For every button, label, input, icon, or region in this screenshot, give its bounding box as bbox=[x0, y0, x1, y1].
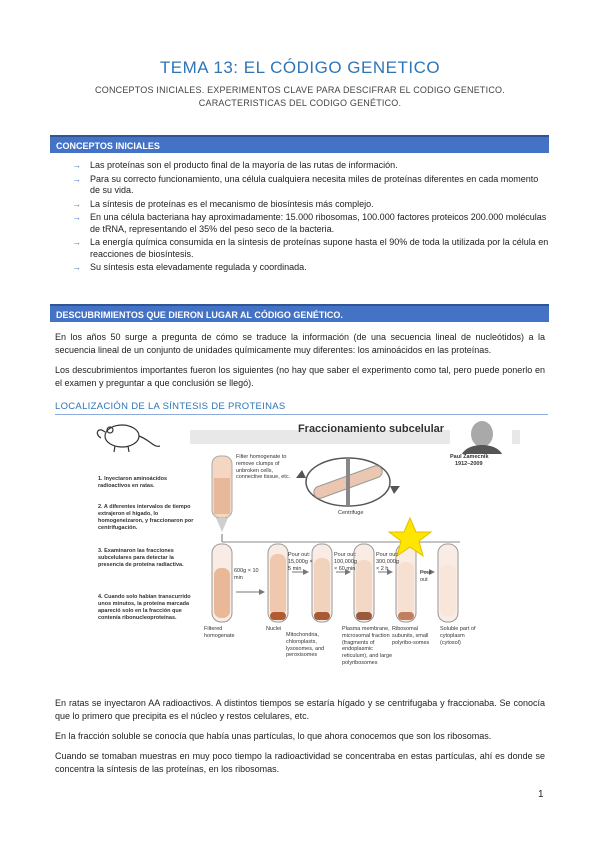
list-item: → Las proteínas son el producto final de la mayoría de las rutas de información. bbox=[72, 160, 398, 170]
divider bbox=[55, 414, 548, 415]
spin-label: Pour out: 300,000g × 2 h bbox=[376, 552, 399, 572]
arrow-icon: → bbox=[72, 173, 81, 184]
fraction-label: Ribosomal subunits, small polyribo-somes bbox=[392, 626, 430, 646]
subsection-heading: LOCALIZACIÓN DE LA SÍNTESIS DE PROTEINAS bbox=[55, 401, 286, 412]
figure-title: Fraccionamiento subcelular bbox=[297, 423, 445, 435]
step-text: 4. Cuando solo habían transcurrido unos minutos, la proteína marcada apareció solo en la fracción que contenía ribonucleoproteínas. bbox=[98, 594, 191, 621]
portrait-name: Paul Zamecnik bbox=[450, 454, 489, 460]
step-text: 1. Inyectaron aminoácidos radioactivos en ratas. bbox=[98, 476, 168, 489]
step-text: 3. Examinaron las fracciones subcelulares para detectar la presencia de proteína radiactiva. bbox=[98, 548, 184, 568]
arrow-icon: → bbox=[72, 212, 81, 222]
page-number: 1 bbox=[538, 789, 544, 800]
fractionation-figure bbox=[90, 418, 520, 680]
portrait-years: 1912–2009 bbox=[455, 461, 483, 467]
fraction-label: Soluble part of cytoplasm (cytosol) bbox=[440, 626, 476, 646]
spin-label: 600g × 10 min bbox=[234, 568, 259, 581]
paragraph: En los años 50 surge a pregunta de cómo se traduce la información (de una secuencia lineal de nucleótidos) a la secuencia lineal de un conjunto de unidades químicamente muy diferentes: los aminoácidos en las proteínas. bbox=[55, 332, 545, 355]
centrifuge-label: Centrifuge bbox=[338, 510, 364, 516]
spin-label: Pour out bbox=[420, 570, 432, 583]
tube-1 bbox=[212, 544, 232, 622]
section-heading-descubrimientos: DESCUBRIMIENTOS QUE DIERON LUGAR AL CÓDIGO GENÉTICO. bbox=[50, 304, 549, 322]
fraction-label: Mitochondria, chloroplasts, lysosomes, and peroxisomes bbox=[286, 632, 325, 659]
filter-note: Filter homogenate to remove clumps of unbroken cells, connective tissue, etc. bbox=[236, 454, 291, 481]
spin-label: Pour out: 15,000g × 5 min bbox=[288, 552, 313, 572]
page-subtitle: CONCEPTOS INICIALES. EXPERIMENTOS CLAVE PARA DESCIFRAR EL CODIGO GENETICO. CARACTERISTICAS DEL CODIGO GENÉTICO. bbox=[95, 85, 505, 108]
portrait-face bbox=[471, 421, 493, 447]
fraction-label: Nuclei bbox=[266, 626, 282, 632]
fraction-label: Filtered homogenate bbox=[204, 626, 235, 639]
paragraph: En ratas se inyectaron AA radioactivos. A distintos tiempos se estaría hígado y se centrifugaba y fraccionaba. Se conocía que lo primero que precipita es el núcleo y restos celulares, etc. bbox=[55, 698, 545, 721]
step-text: 2. A diferentes intervalos de tiempo extrajeron el hígado, lo homogeneizaron, y fraccionaron por centrifugación. bbox=[98, 504, 194, 531]
section-heading-conceptos: CONCEPTOS INICIALES bbox=[50, 135, 549, 153]
paragraph: Los descubrimientos importantes fueron los siguientes (no hay que saber el experimento como tal, pero puede ponerlo en el examen y preguntar a que conclusión se llegó). bbox=[55, 365, 545, 388]
arrow-icon: → bbox=[72, 160, 81, 170]
page-title: TEMA 13: EL CÓDIGO GENETICO bbox=[159, 58, 441, 77]
tube-3 bbox=[312, 544, 332, 622]
conceptos-list bbox=[70, 160, 550, 276]
list-item: → En una célula bacteriana hay aproximadamente: 15.000 ribosomas, 100.000 factores proteicos 200.000 moléculas de tRNA, representando el 35% del peso seco de la bacteria. bbox=[72, 212, 547, 234]
mouse-illustration bbox=[97, 425, 160, 452]
list-item: → La síntesis de proteínas es el mecanismo de biosíntesis más complejo. bbox=[72, 198, 374, 209]
arrow-icon: → bbox=[72, 237, 81, 247]
tube-6 bbox=[438, 544, 458, 622]
paragraph: Cuando se tomaban muestras en muy poco tiempo la radioactividad se concentraba en estas partículas, ahí es donde se concentra la síntesis de las proteínas, en los ribosomas. bbox=[55, 751, 545, 774]
filter-liquid bbox=[214, 478, 230, 514]
centrifuge-illustration bbox=[296, 458, 400, 506]
tube-2 bbox=[268, 544, 288, 622]
list-item: → Para su correcto funcionamiento, una célula cualquiera necesita miles de proteínas diferentes en cada momento de su vida. bbox=[72, 173, 539, 195]
list-item: → Su síntesis esta elevadamente regulada y coordinada. bbox=[72, 262, 307, 272]
list-item: → La energía química consumida en la síntesis de proteínas supone hasta el 90% de toda la utilizada por la célula en reacciones de biosíntesis. bbox=[72, 237, 549, 259]
spin-label: Pour out: 100,000g × 60 min bbox=[334, 552, 357, 572]
paragraph: En la fracción soluble se conocía que había unas partículas, lo que ahora conocemos que son los ribosomas. bbox=[55, 731, 492, 741]
arrow-icon: → bbox=[72, 262, 81, 272]
fraction-label: Plasma membrane, microsomal fraction (fragments of endoplasmic reticulum), and large polyribosomes bbox=[342, 626, 393, 666]
arrow-icon: → bbox=[72, 198, 81, 209]
filter-funnel bbox=[216, 518, 228, 532]
